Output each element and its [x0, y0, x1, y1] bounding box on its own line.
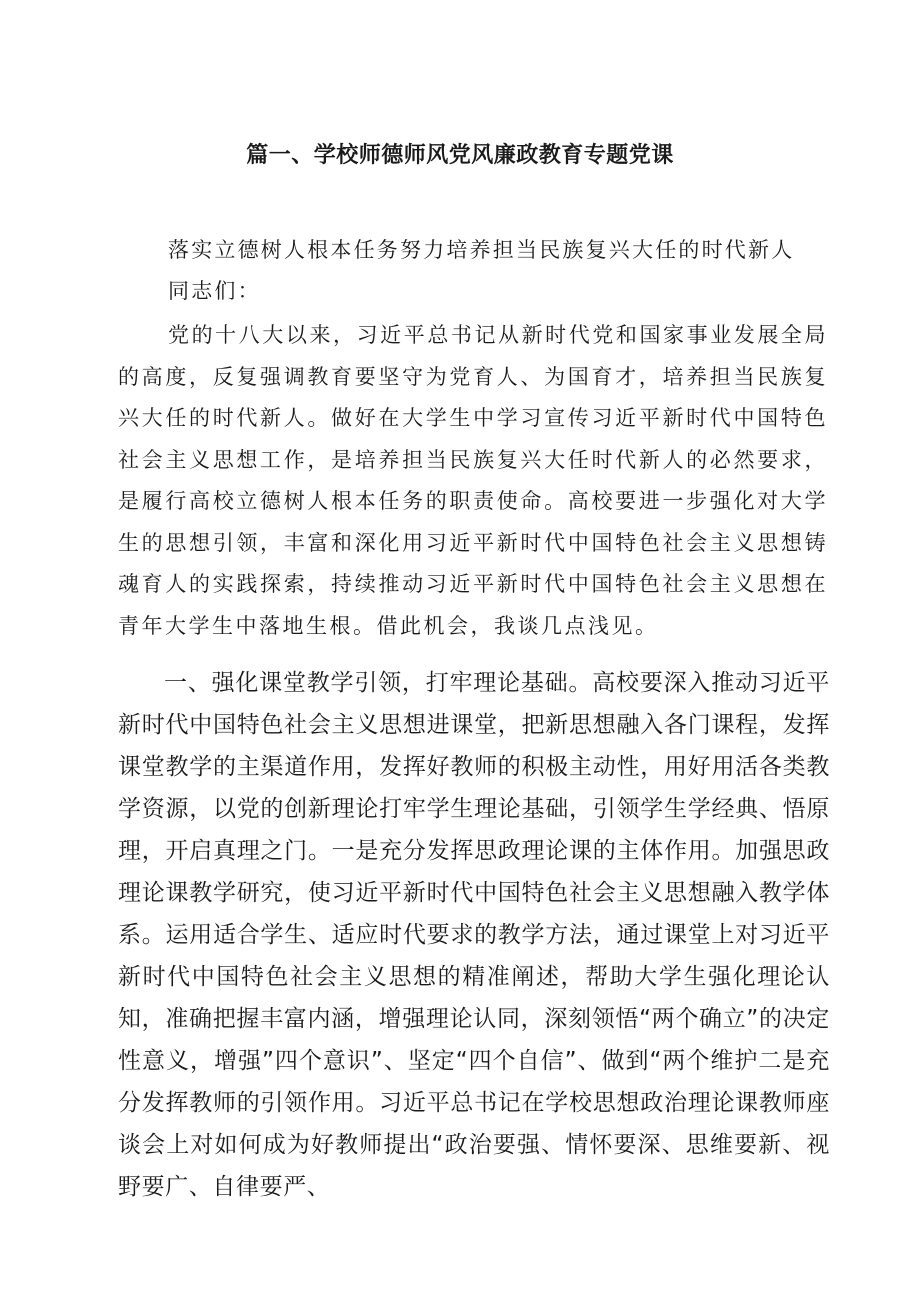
document-subtitle: 落实立德树人根本任务努力培养担当民族复兴大任的时代新人: [168, 238, 795, 262]
greeting: 同志们：: [168, 279, 261, 303]
document-title: 篇一、学校师德师风党风廉政教育专题党课: [246, 143, 674, 168]
paragraph-section-one: 一、强化课堂教学引领，打牢理论基础。高校要深入推动习近平新时代中国特色社会主义思想进课堂，把新思想融入各门课程，发挥课堂教学的主渠道作用，发挥好教师的积极主动性，用好用活各类教学资源，以党的创新理论打牢学生理论基础，引领学生学经典、悟原理，开启真理之门。一是充分发挥思政理论课的主体作用。加强思政理论课教学研究，使习近平新时代中国特色社会主义思想融入教学体系。运用适合学生、适应时代要求的教学方法，通过课堂上对习近平新时代中国特色社会主义思想的精准阐述，帮助大学生强化理论认知，准确把握丰富内涵，增强理论认同，深刻领悟“两个确立”的决定性意义，增强”四个意识”、坚定“四个自信”、做到“两个维护二是充分发挥教师的引领作用。习近平总书记在学校思想政治理论课教师座谈会上对如何成为好教师提出“政治要强、情怀要深、思维要新、视野要广、自律要严、: [118, 670, 830, 1200]
paragraph-intro: 党的十八大以来，习近平总书记从新时代党和国家事业发展全局的高度，反复强调教育要坚守为党育人、为国育才，培养担当民族复兴大任的时代新人。做好在大学生中学习宣传习近平新时代中国特色社会主义思想工作，是培养担当民族复兴大任时代新人的必然要求，是履行高校立德树人根本任务的职责使命。高校要进一步强化对大学生的思想引领，丰富和深化用习近平新时代中国特色社会主义思想铸魂育人的实践探索，持续推动习近平新时代中国特色社会主义思想在青年大学生中落地生根。借此机会，我谈几点浅见。: [118, 323, 828, 638]
